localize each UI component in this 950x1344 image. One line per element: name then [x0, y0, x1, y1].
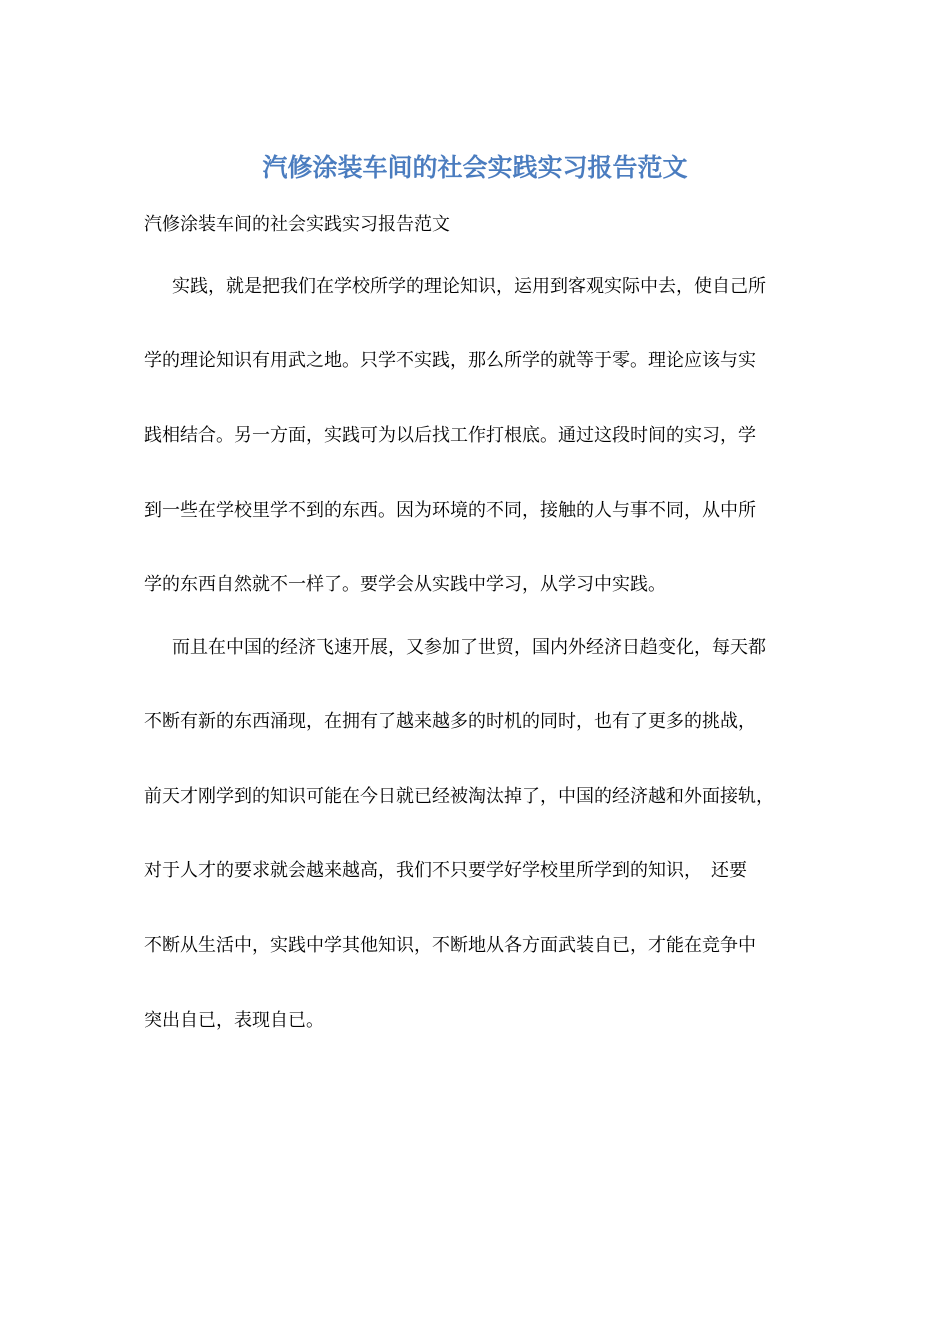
- paragraph-line: 突出自已，表现自已。: [144, 1010, 324, 1031]
- paragraph-line: 不断从生活中，实践中学其他知识，不断地从各方面武装自已，才能在竞争中: [144, 935, 756, 956]
- document-subtitle: 汽修涂装车间的社会实践实习报告范文: [144, 214, 450, 235]
- paragraph-line: 学的理论知识有用武之地。只学不实践，那么所学的就等于零。理论应该与实: [144, 350, 756, 371]
- document-title: 汽修涂装车间的社会实践实习报告范文: [262, 153, 688, 182]
- paragraph-line: 学的东西自然就不一样了。要学会从实践中学习，从学习中实践。: [144, 574, 666, 595]
- paragraph-line: 而且在中国的经济飞速开展，又参加了世贸，国内外经济日趋变化，每天都: [172, 637, 766, 658]
- paragraph-line: 实践，就是把我们在学校所学的理论知识，运用到客观实际中去，使自己所: [172, 276, 766, 297]
- paragraph-line: 践相结合。另一方面，实践可为以后找工作打根底。通过这段时间的实习，学: [144, 425, 756, 446]
- paragraph-line: 不断有新的东西涌现，在拥有了越来越多的时机的同时，也有了更多的挑战，: [144, 711, 756, 732]
- paragraph-line: 前天才刚学到的知识可能在今日就已经被淘汰掉了，中国的经济越和外面接轨，: [144, 786, 774, 807]
- paragraph-line: 对于人才的要求就会越来越高，我们不只要学好学校里所学到的知识， 还要: [144, 860, 747, 881]
- paragraph-line: 到一些在学校里学不到的东西。因为环境的不同，接触的人与事不同，从中所: [144, 500, 756, 521]
